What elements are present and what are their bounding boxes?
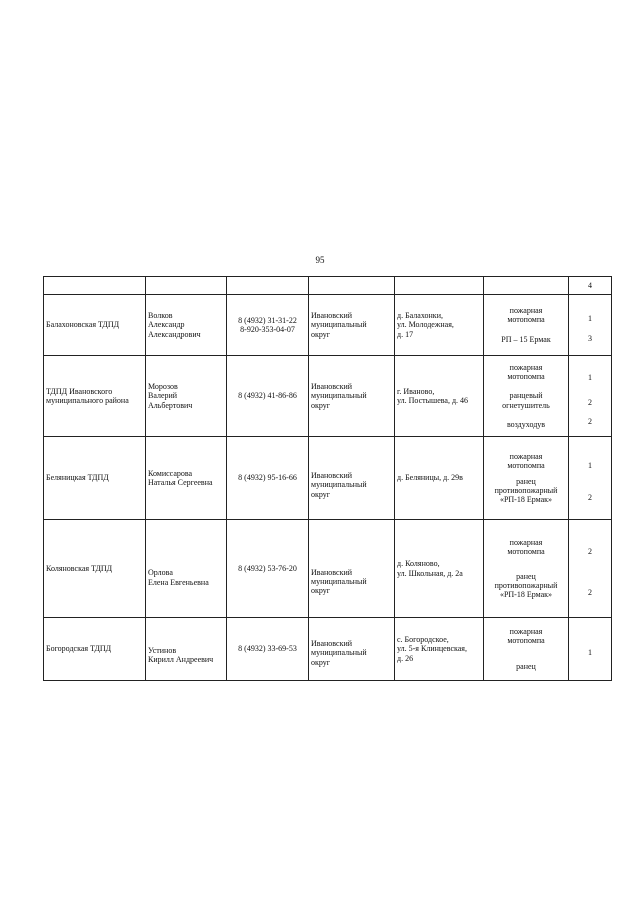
equipment-line: пожарная — [509, 627, 543, 637]
head-line: Орлова — [148, 568, 173, 578]
quantity-cell — [569, 356, 612, 437]
equipment-cell — [484, 618, 569, 681]
head-line: Елена Евгеньевна — [148, 577, 209, 587]
head-line: Александр — [148, 320, 185, 330]
address-cell — [395, 618, 484, 681]
address-line: г. Иваново, — [397, 386, 435, 396]
table-row — [44, 618, 612, 681]
unit-name-cell: Беляницкая ТДПД — [44, 437, 146, 520]
head-line: Альбертович — [148, 400, 193, 410]
head-line: Валерий — [148, 391, 178, 401]
quantity-value: 2 — [588, 397, 592, 407]
equipment-line: воздуходув — [506, 419, 546, 429]
okrug-cell — [309, 437, 395, 520]
head-line: Наталья Сергеевна — [148, 478, 213, 487]
head-cell — [146, 618, 227, 681]
quantity-value: 2 — [588, 546, 592, 556]
phone-cell — [227, 295, 309, 356]
okrug-cell — [309, 618, 395, 681]
quantity-cell — [569, 618, 612, 681]
table-header-row — [44, 277, 612, 295]
quantity-value: 2 — [588, 588, 592, 597]
header-cell — [395, 277, 484, 295]
okrug-line: муниципальный — [311, 391, 367, 401]
equipment-cell — [484, 437, 569, 520]
phone-line: 8 (4932) 95-16-66 — [238, 473, 297, 483]
equipment-line: противопожарный — [494, 581, 558, 591]
equipment-line: пожарная — [509, 363, 543, 373]
quantity-value: 1 — [588, 647, 592, 657]
equipment-line: пожарная — [509, 306, 543, 316]
address-cell — [395, 437, 484, 520]
equipment-line: мотопомпа — [507, 546, 545, 556]
address-line: д. 26 — [397, 653, 414, 663]
equipment-line: ранец — [516, 661, 536, 671]
address-line: д. Коляново, — [397, 559, 440, 569]
quantity-value: 2 — [588, 417, 592, 427]
header-cell — [227, 277, 309, 295]
header-cell — [484, 277, 569, 295]
head-line: Комиссарова — [148, 468, 193, 478]
okrug-line: Ивановский — [311, 639, 353, 649]
okrug-line: муниципальный — [311, 480, 367, 490]
equipment-line: мотопомпа — [507, 315, 545, 325]
equipment-cell — [484, 356, 569, 437]
address-cell — [395, 520, 484, 618]
phone-cell — [227, 520, 309, 618]
okrug-line: округ — [311, 586, 331, 596]
equipment-line: мотопомпа — [507, 636, 545, 646]
equipment-line: «РП-18 Ермак» — [499, 590, 553, 600]
equipment-line: мотопомпа — [507, 460, 545, 470]
address-line: д. 17 — [397, 329, 414, 339]
address-line: ул. Молодежная, — [397, 320, 454, 330]
quantity-value: 1 — [588, 314, 592, 324]
head-cell — [146, 356, 227, 437]
header-cell: 4 — [569, 277, 612, 295]
head-cell — [146, 520, 227, 618]
table-row — [44, 437, 612, 520]
quantity-value: 3 — [588, 333, 592, 343]
equipment-line: ранцевый — [509, 391, 543, 401]
quantity-value: 2 — [588, 493, 592, 502]
unit-name-cell: Балахоновская ТДПД — [44, 295, 146, 356]
page-number: 95 — [315, 255, 325, 265]
quantity-cell — [569, 437, 612, 520]
quantity-cell — [569, 295, 612, 356]
address-line: ул. Постышева, д. 46 — [397, 396, 469, 405]
address-cell — [395, 356, 484, 437]
equipment-cell — [484, 295, 569, 356]
head-line: Морозов — [148, 382, 178, 392]
equipment-line: пожарная — [509, 537, 543, 547]
header-cell — [309, 277, 395, 295]
head-line: Александрович — [148, 329, 201, 339]
okrug-cell — [309, 295, 395, 356]
equipment-table — [43, 276, 612, 681]
okrug-line: Ивановский — [311, 311, 353, 321]
equipment-cell — [484, 520, 569, 618]
header-cell — [146, 277, 227, 295]
head-line: Волков — [148, 311, 173, 321]
unit-name-cell: Коляновская ТДПД — [44, 520, 146, 618]
equipment-line: пожарная — [509, 451, 543, 461]
phone-line: 8 (4932) 31-31-22 — [238, 315, 297, 325]
okrug-line: Ивановский — [311, 471, 353, 481]
okrug-line: округ — [311, 657, 331, 667]
phone-line: 8-920-353-04-07 — [240, 325, 295, 334]
equipment-line: РП – 15 Ермак — [501, 334, 551, 344]
okrug-line: муниципальный — [311, 320, 367, 330]
equipment-line: «РП-18 Ермак» — [499, 495, 553, 505]
head-line: Устинов — [148, 645, 177, 655]
okrug-line: Ивановский — [311, 567, 353, 577]
address-line: д. Беляницы, д. 29в — [397, 473, 463, 483]
quantity-value: 1 — [588, 372, 592, 382]
head-cell — [146, 437, 227, 520]
okrug-cell — [309, 520, 395, 618]
okrug-line: муниципальный — [311, 648, 367, 658]
table-row — [44, 295, 612, 356]
phone-cell — [227, 356, 309, 437]
okrug-line: Ивановский — [311, 382, 353, 392]
address-line: д. Балахонки, — [397, 311, 443, 321]
okrug-cell — [309, 356, 395, 437]
table-row — [44, 356, 612, 437]
address-line: с. Богородское, — [397, 635, 449, 645]
equipment-line: противопожарный — [494, 486, 558, 496]
equipment-line: огнетушитель — [502, 400, 550, 410]
table-row — [44, 520, 612, 618]
unit-name-cell: Богородская ТДПД — [44, 618, 146, 681]
quantity-value: 1 — [588, 460, 592, 470]
equipment-line: мотопомпа — [507, 372, 545, 382]
quantity-cell — [569, 520, 612, 618]
equipment-line: ранец — [516, 571, 536, 581]
address-cell — [395, 295, 484, 356]
okrug-line: округ — [311, 489, 331, 499]
address-line: ул. 5-я Клинцевская, — [397, 644, 467, 654]
equipment-line: ранец — [516, 476, 536, 486]
phone-line: 8 (4932) 41-86-86 — [238, 391, 297, 401]
head-cell — [146, 295, 227, 356]
okrug-line: округ — [311, 329, 331, 339]
header-cell — [44, 277, 146, 295]
head-line: Кирилл Андреевич — [148, 655, 214, 664]
address-line: ул. Школьная, д. 2а — [397, 568, 463, 578]
unit-name-cell: ТДПД Ивановского муниципального района — [44, 356, 146, 437]
okrug-line: муниципальный — [311, 576, 367, 586]
phone-line: 8 (4932) 33-69-53 — [238, 644, 297, 654]
phone-cell — [227, 437, 309, 520]
phone-line: 8 (4932) 53-76-20 — [238, 563, 297, 573]
okrug-line: округ — [311, 400, 331, 410]
phone-cell — [227, 618, 309, 681]
